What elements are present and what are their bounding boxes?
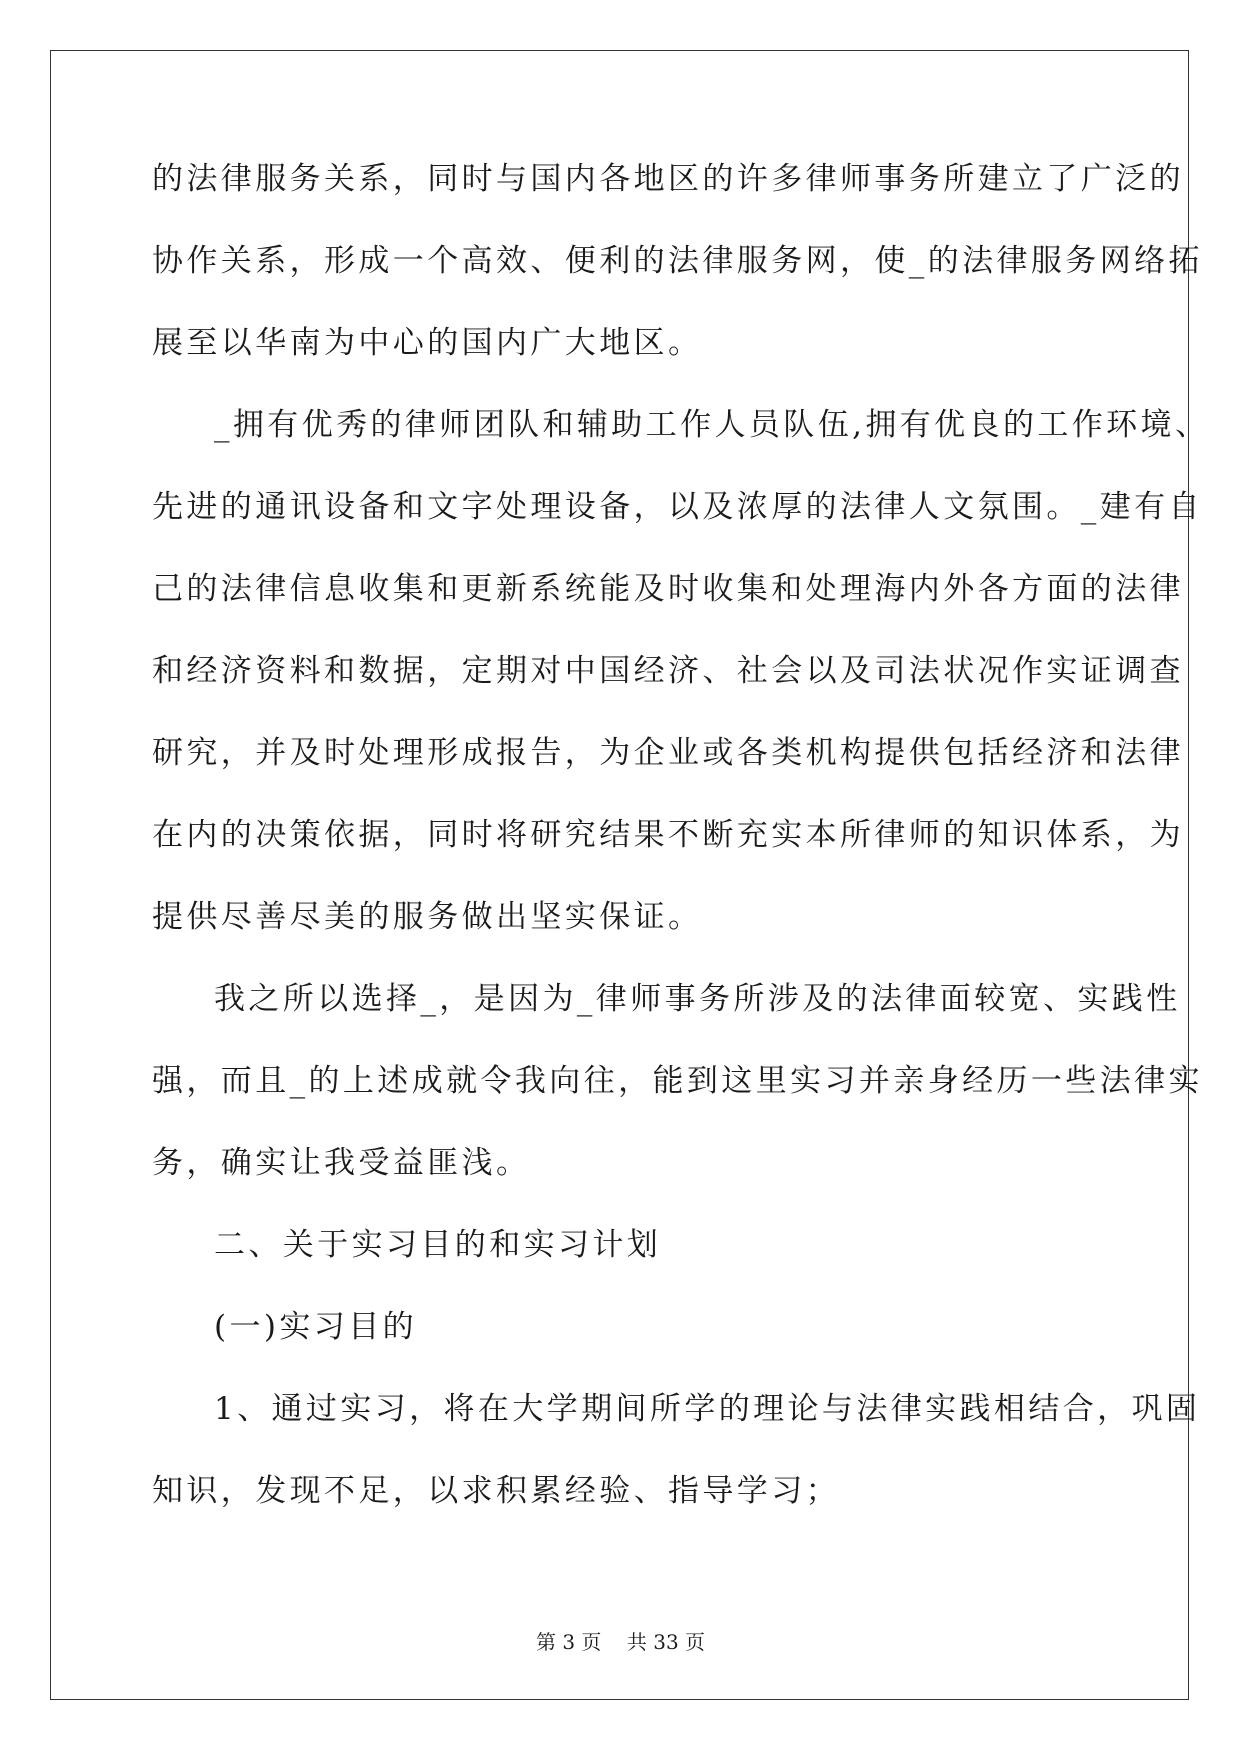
subsection-heading: (一)实习目的	[214, 1309, 417, 1345]
page-total: 共 33 页	[626, 1630, 706, 1654]
text-line: 协作关系，形成一个高效、便利的法律服务网，使_的法律服务网络拓	[152, 243, 1203, 279]
text-line: 研究，并及时处理形成报告，为企业或各类机构提供包括经济和法律	[152, 735, 1184, 771]
text-line: 己的法律信息收集和更新系统能及时收集和处理海内外各方面的法律	[152, 571, 1184, 607]
text-line: 知识，发现不足，以求积累经验、指导学习；	[152, 1473, 840, 1509]
text-line: 提供尽善尽美的服务做出坚实保证。	[152, 899, 703, 935]
section-heading: 二、关于实习目的和实习计划	[214, 1227, 662, 1263]
text-line: 和经济资料和数据，定期对中国经济、社会以及司法状况作实证调查	[152, 653, 1184, 689]
page-border	[50, 50, 1189, 1700]
text-line: _拥有优秀的律师团队和辅助工作人员队伍,拥有优良的工作环境、	[214, 407, 1210, 443]
text-line: 我之所以选择_，是因为_律师事务所涉及的法律面较宽、实践性	[214, 981, 1181, 1017]
page-number: 第 3 页	[535, 1630, 602, 1654]
text-line: 务，确实让我受益匪浅。	[152, 1145, 531, 1181]
text-line: 先进的通讯设备和文字处理设备，以及浓厚的法律人文氛围。_建有自	[152, 489, 1203, 525]
text-line: 1、通过实习，将在大学期间所学的理论与法律实践相结合，巩固	[214, 1391, 1201, 1427]
text-line: 强，而且_的上述成就令我向往，能到这里实习并亲身经历一些法律实	[152, 1063, 1203, 1099]
text-line: 展至以华南为中心的国内广大地区。	[152, 325, 703, 361]
page-footer	[0, 1629, 1241, 1655]
text-line: 的法律服务关系，同时与国内各地区的许多律师事务所建立了广泛的	[152, 161, 1184, 197]
text-line: 在内的决策依据，同时将研究结果不断充实本所律师的知识体系，为	[152, 817, 1184, 853]
